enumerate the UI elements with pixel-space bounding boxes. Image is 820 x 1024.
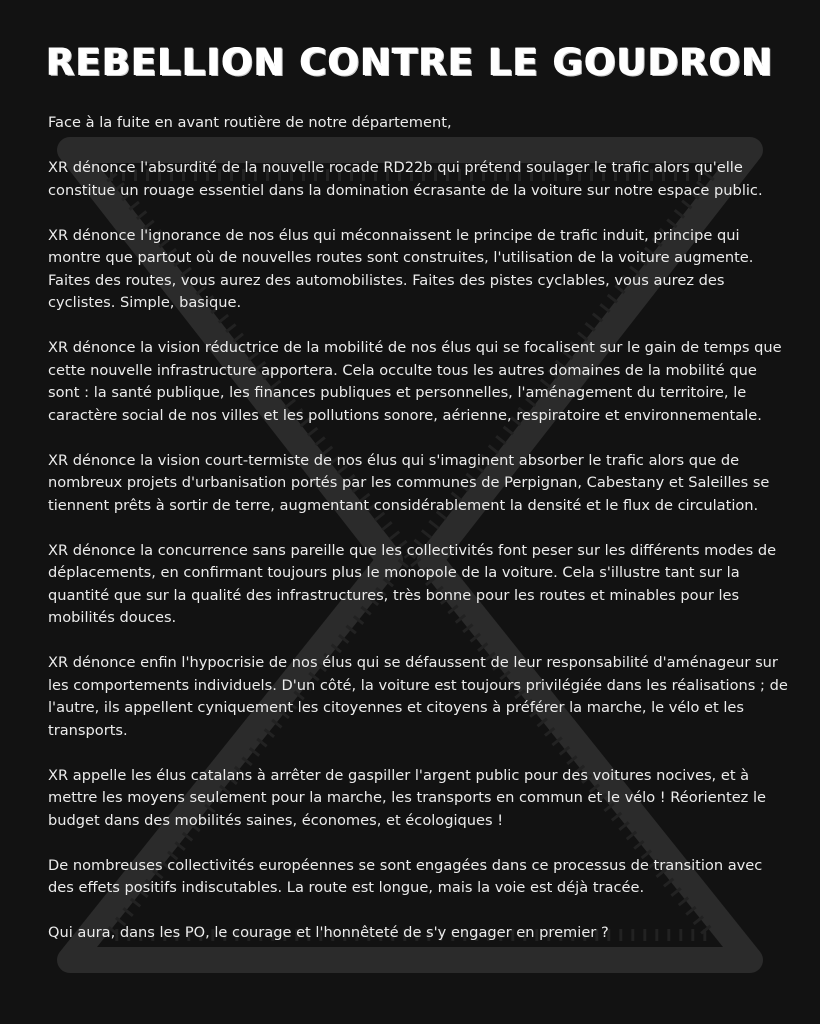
paragraph-court-termiste: XR dénonce la vision court-termiste de nos élus qui s'imaginent absorber le trafic alors que de nombreux projets d'urbanisation portés par les communes de Perpignan, Cabestany et Saleilles se tiennent prêts à sortir de terre, augmentant considérablement la densité et le flux de circulation. [48, 451, 770, 514]
paragraph-vision-reductrice: XR dénonce la vision réductrice de la mobilité de nos élus qui se focalisent sur le gain de temps que cette nouvelle infrastructure apportera. Cela occulte tous les autres domaines de la mobilité que sont : la santé publique, les finances publiques et personnelles, l'aménagement du territoire, le caractère social de nos villes et les pollutions sonore, aérienne, respiratoire et environnementale. [48, 339, 782, 424]
paragraph-trafic-induit: XR dénonce l'ignorance de nos élus qui méconnaissent le principe de trafic induit, principe qui montre que partout où de nouvelles routes sont construites, l'utilisation de la voiture augmente. Faites des routes, vous aurez des automobilistes. Faites des pistes cyclables, vous aurez des cyclistes. Simple, basique. [48, 226, 754, 311]
paragraph-hypocrisie: XR dénonce enfin l'hypocrisie de nos élus qui se défaussent de leur responsabilité d'aménageur sur les comportements individuels. D'un côté, la voiture est toujours privilégiée dans les réalisations ; de l'autre, ils appellent cyniquement les citoyennes et citoyens à préférer la marche, le vélo et les transports. [48, 654, 788, 739]
paragraph-question: Qui aura, dans les PO, le courage et l'honnêteté de s'y engager en premier ? [48, 924, 609, 941]
manifesto-text [48, 112, 788, 967]
paragraph-collectivites: De nombreuses collectivités européennes se sont engagées dans ce processus de transition avec des effets positifs indiscutables. La route est longue, mais la voie est déjà tracée. [48, 856, 763, 896]
paragraph-appel: XR appelle les élus catalans à arrêter de gaspiller l'argent public pour des voitures nocives, et à mettre les moyens seulement pour la marche, les transports en commun et le vélo ! Réorientez le budget dans des mobilités saines, économes, et écologiques ! [48, 766, 767, 829]
paragraph-intro: Face à la fuite en avant routière de notre département, [48, 114, 452, 131]
paragraph-rocade: XR dénonce l'absurdité de la nouvelle rocade RD22b qui prétend soulager le trafic alors qu'elle constitue un rouage essentiel dans la domination écrasante de la voiture sur notre espace public. [48, 159, 763, 199]
paragraph-concurrence: XR dénonce la concurrence sans pareille que les collectivités font peser sur les différents modes de déplacements, en confirmant toujours plus le monopole de la voiture. Cela s'illustre tant sur la quantité que sur la qualité des infrastructures, très bonne pour les routes et minables pour les mobilités douces. [48, 541, 777, 626]
page-title: REBELLION CONTRE LE GOUDRON [46, 40, 774, 84]
